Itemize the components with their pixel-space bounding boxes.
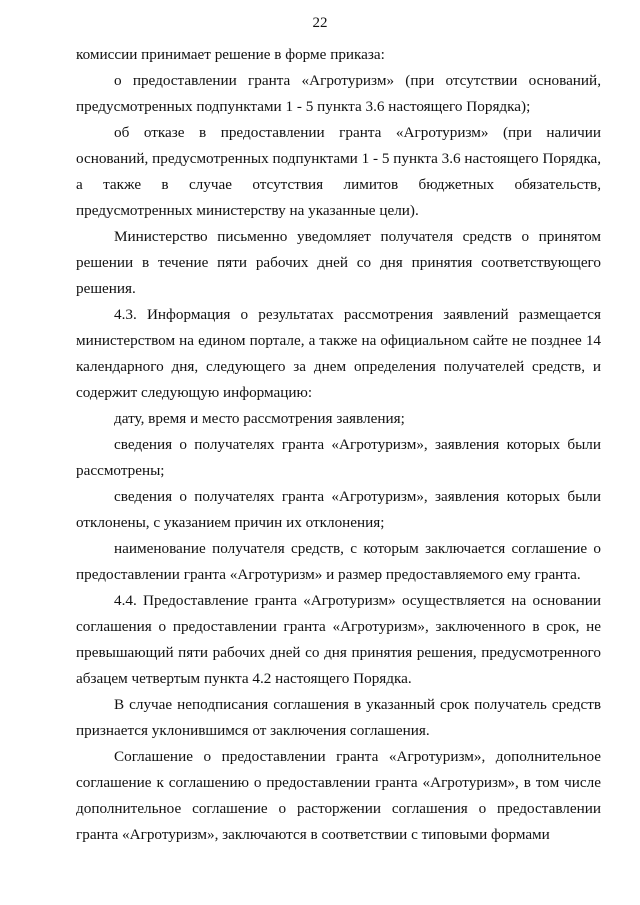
paragraph: Соглашение о предоставлении гранта «Агротуризм», дополнительное соглашение к соглашению о предоставлении гранта «Агротуризм», в том числе дополнительное соглашение о расторжении соглашения о предоставлении гранта «Агротуризм», заключаются в соответствии с типовыми формами xyxy=(76,748,601,843)
paragraph: 4.4. Предоставление гранта «Агротуризм» осуществляется на основании соглашения о предоставлении гранта «Агротуризм», заключенного в срок, не превышающий пяти рабочих дней со дня принятия решения, предусмотренного абзацем четвертым пункта 4.2 настоящего Порядка. xyxy=(76,592,601,687)
paragraph: 4.3. Информация о результатах рассмотрения заявлений размещается министерством на едином портале, а также на официальном сайте не позднее 14 календарного дня, следующего за днем определения получателей средств, и содержит следующую информацию: xyxy=(76,306,601,401)
document-body xyxy=(76,42,601,848)
paragraph: наименование получателя средств, с которым заключается соглашение о предоставлении гранта «Агротуризм» и размер предоставляемого ему гранта. xyxy=(76,540,601,583)
paragraph: Министерство письменно уведомляет получателя средств о принятом решении в течение пяти рабочих дней со дня принятия соответствующего решения. xyxy=(76,228,601,297)
paragraph: дату, время и место рассмотрения заявления; xyxy=(114,410,405,427)
page-number: 22 xyxy=(312,15,328,31)
paragraph: сведения о получателях гранта «Агротуризм», заявления которых были рассмотрены; xyxy=(76,436,601,479)
paragraph: В случае неподписания соглашения в указанный срок получатель средств признается уклонившимся от заключения соглашения. xyxy=(76,696,601,739)
paragraph: о предоставлении гранта «Агротуризм» (при отсутствии оснований, предусмотренных подпунктами 1 - 5 пункта 3.6 настоящего Порядка); xyxy=(76,72,601,115)
paragraph: комиссии принимает решение в форме приказа: xyxy=(76,46,385,63)
paragraph: сведения о получателях гранта «Агротуризм», заявления которых были отклонены, с указанием причин их отклонения; xyxy=(76,488,601,531)
paragraph: об отказе в предоставлении гранта «Агротуризм» (при наличии оснований, предусмотренных подпунктами 1 - 5 пункта 3.6 настоящего Порядка, а также в случае отсутствия лимитов бюджетных обязательств, предусмотренных министерству на указанные цели). xyxy=(76,124,601,219)
